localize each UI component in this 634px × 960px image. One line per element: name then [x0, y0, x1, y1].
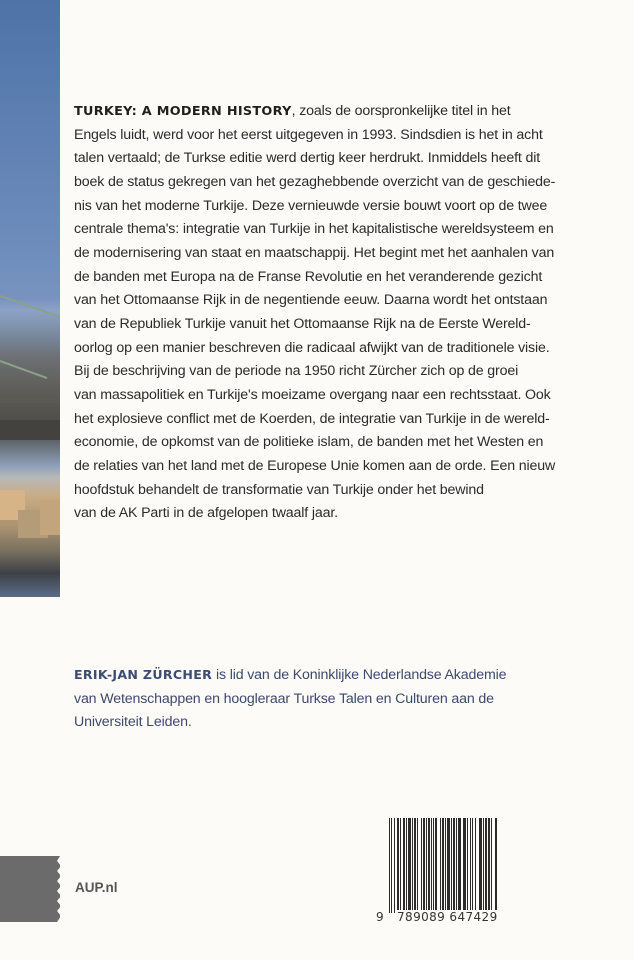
blurb-line: centrale thema's: integratie van Turkije in het kapitalistische wereldsysteem en [74, 221, 554, 238]
blurb-line: nis van het moderne Turkije. Deze vernieuwde versie bouwt voort op de twee [74, 197, 548, 214]
barcode-bar [497, 818, 498, 913]
author-name: ERIK-JAN ZÜRCHER [74, 667, 213, 682]
blurb-line: Engels luidt, werd voor het eerst uitgegeven in 1993. Sindsdien is het in acht [74, 126, 543, 143]
barcode-bars [389, 818, 513, 913]
blurb-line: de banden met Europa na de Franse Revolutie en het veranderende gezicht [74, 268, 543, 285]
barcode-lead-digit: 9 [376, 910, 384, 924]
blurb-line: economie, de opkomst van de politieke islam, de banden met het Westen en [74, 434, 544, 451]
blurb-line: de modernisering van staat en maatschappij. Het begint met het aanhalen van [74, 244, 555, 261]
blurb-line: boek de status gekregen van het gezaghebbende overzicht van de geschiede- [74, 173, 556, 190]
blurb-line [74, 100, 629, 124]
publisher-logo-tab [0, 856, 60, 922]
cover-photo-strip [0, 0, 60, 597]
author-line [74, 663, 629, 688]
isbn-barcode [376, 818, 516, 923]
blurb-line: het explosieve conflict met de Koerden, de integratie van Turkije in de wereld- [74, 410, 550, 427]
publisher-link[interactable]: AUP.nl [75, 880, 118, 895]
author-line: van Wetenschappen en hoogleraar Turkse Talen en Culturen aan de [74, 690, 494, 707]
blurb-text: , zoals de oorspronkelijke titel in het [291, 103, 511, 119]
blurb-line: hoofdstuk behandelt de transformatie van Turkije onder het bewind [74, 481, 484, 498]
book-title: TURKEY: A MODERN HISTORY [74, 104, 292, 119]
author-bio [74, 663, 629, 735]
blurb-line: de relaties van het land met de Europese Unie komen aan de orde. Een nieuw [74, 457, 556, 474]
barcode-digits: 789089 647429 [395, 910, 513, 924]
book-blurb [74, 100, 629, 526]
blurb-line: talen vertaald; de Turkse editie werd dertig keer herdrukt. Inmiddels heeft dit [74, 150, 541, 167]
bridge-deck [0, 420, 60, 440]
bridge-cable [0, 295, 60, 318]
blurb-line: van massapolitiek en Turkije's moeizame overgang naar een rechtsstaat. Ook [74, 386, 551, 403]
author-text: is lid van de Koninklijke Nederlandse Akademie [212, 667, 507, 683]
blurb-line: van het Ottomaanse Rijk in de negentiende eeuw. Daarna wordt het ontstaan [74, 292, 548, 309]
blurb-line: van de Republiek Turkije vanuit het Ottomaanse Rijk na de Eerste Wereld- [74, 315, 531, 332]
blurb-line: van de AK Parti in de afgelopen twaalf jaar. [74, 505, 338, 522]
bridge-cable [0, 360, 47, 379]
blurb-line: Bij de beschrijving van de periode na 1950 richt Zürcher zich op de groei [74, 363, 519, 380]
building [40, 500, 60, 535]
author-line: Universiteit Leiden. [74, 714, 192, 731]
bridge-deck [0, 395, 60, 403]
blurb-line: oorlog op een manier beschreven die radicaal afwijkt van de traditionele visie. [74, 339, 550, 356]
